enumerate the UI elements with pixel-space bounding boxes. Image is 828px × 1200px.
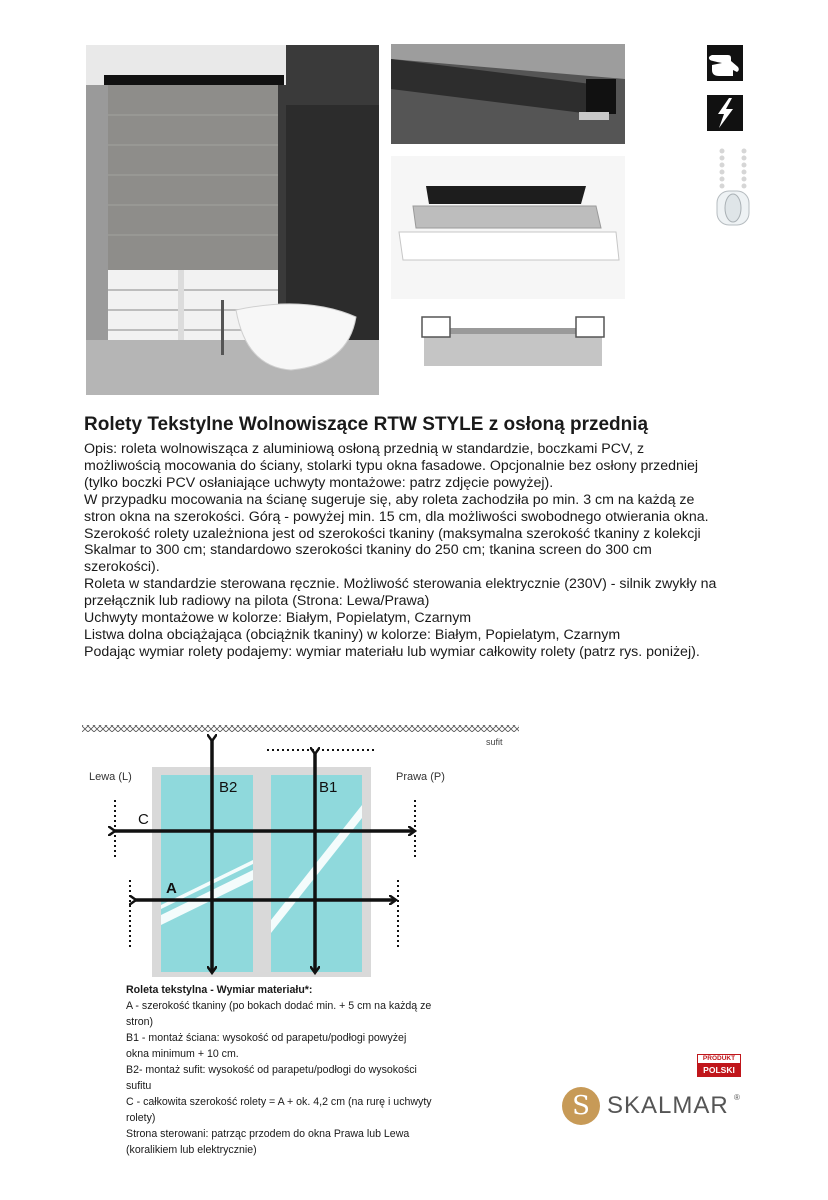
cassette-colors-photo bbox=[391, 156, 625, 299]
legend-line: sufitu bbox=[126, 1080, 152, 1092]
window-glass-left bbox=[161, 775, 253, 972]
legend-line: B1 - montaż ściana: wysokość od parapetu/podłogi powyżej bbox=[126, 1032, 407, 1044]
electric-bolt-icon bbox=[707, 95, 743, 131]
description-line: możliwością mocowania do ściany, stolarki typu okna fasadowe. Opcjonalnie bez osłony przedniej bbox=[84, 457, 699, 474]
legend-line: rolety) bbox=[126, 1112, 156, 1124]
tube-bracket-drawing bbox=[418, 313, 608, 368]
left-side-label: Lewa (L) bbox=[89, 771, 132, 783]
skalmar-logo bbox=[562, 1087, 752, 1127]
legend-title: Roleta tekstylna - Wymiar materiału*: bbox=[126, 984, 313, 996]
legend-line: C - całkowita szerokość rolety = A + ok. 4,2 cm (na rurę i uchwyty bbox=[126, 1096, 432, 1108]
description-line: szerokości). bbox=[84, 559, 160, 576]
page-title: Rolety Tekstylne Wolnowiszące RTW STYLE z osłoną przednią bbox=[84, 414, 649, 435]
description-line: stron okna na szerokości. Górą - powyżej min. 15 cm, dla możliwości swobodnego otwierania okna. bbox=[84, 508, 709, 525]
right-side-label: Prawa (P) bbox=[396, 771, 445, 783]
label-b2: B2 bbox=[219, 779, 238, 796]
legend-line: okna minimum + 10 cm. bbox=[126, 1048, 239, 1060]
legend-line: B2- montaż sufit: wysokość od parapetu/podłogi do wysokości bbox=[126, 1064, 417, 1076]
description-line: Roleta w standardzie sterowana ręcznie. Możliwość sterowania elektrycznie (230V) - silnik zwykły na bbox=[84, 576, 717, 593]
cassette-detail-photo bbox=[391, 44, 625, 144]
dimension-legend bbox=[126, 982, 486, 1158]
measurement-diagram bbox=[82, 720, 522, 980]
legend-line: Strona sterowani: patrząc przodem do okna Prawa lub Lewa bbox=[126, 1128, 410, 1140]
description-line: (tylko boczki PCV osłaniające uchwyty montażowe: patrz zdjęcie powyżej). bbox=[84, 474, 554, 491]
legend-line: (koralikiem lub elektrycznie) bbox=[126, 1144, 257, 1156]
logo-wordmark: SKALMAR bbox=[607, 1092, 729, 1119]
logo-mark-letter: S bbox=[572, 1091, 590, 1121]
description-line: Szerokość rolety uzależniona jest od szerokości tkaniny (maksymalna szerokość tkaniny z kolekcji bbox=[84, 525, 701, 542]
description bbox=[84, 441, 784, 661]
bathroom-roller-blind-photo bbox=[86, 45, 379, 395]
description-line: przełącznik lub radiowy na pilota (Strona: Lewa/Prawa) bbox=[84, 593, 430, 610]
ceiling-label: sufit bbox=[486, 737, 503, 747]
hand-touch-icon bbox=[707, 45, 743, 81]
description-line: Uchwyty montażowe w kolorze: Białym, Popielatym, Czarnym bbox=[84, 610, 472, 627]
registered-mark: ® bbox=[734, 1093, 740, 1102]
label-b1: B1 bbox=[319, 779, 338, 796]
bead-chain-icon bbox=[704, 145, 764, 233]
badge-bottom-text: POLSKI bbox=[697, 1064, 741, 1077]
polish-product-badge bbox=[697, 1054, 741, 1078]
description-line: W przypadku mocowania na ścianę sugeruje się, aby roleta zachodziła po min. 3 cm na każdą ze bbox=[84, 491, 695, 508]
description-line: Podając wymiar rolety podajemy: wymiar materiału lub wymiar całkowity rolety (patrz rys. poniżej). bbox=[84, 643, 700, 660]
badge-top-text: PRODUKT bbox=[697, 1054, 741, 1064]
legend-line: stron) bbox=[126, 1016, 154, 1028]
description-line: Skalmar to 300 cm; standardowo szerokości tkaniny do 250 cm; tkanina screen do 300 cm bbox=[84, 542, 652, 559]
label-a: A bbox=[166, 880, 177, 897]
label-c: C bbox=[138, 811, 149, 828]
description-line: Listwa dolna obciążająca (obciążnik tkaniny) w kolorze: Białym, Popielatym, Czarnym bbox=[84, 626, 621, 643]
legend-line: A - szerokość tkaniny (po bokach dodać min. + 5 cm na każdą ze bbox=[126, 1000, 432, 1012]
description-line: Opis: roleta wolnowisząca z aluminiową osłoną przednią w standardzie, boczkami PCV, z bbox=[84, 441, 645, 457]
ceiling-hatch bbox=[82, 725, 519, 732]
